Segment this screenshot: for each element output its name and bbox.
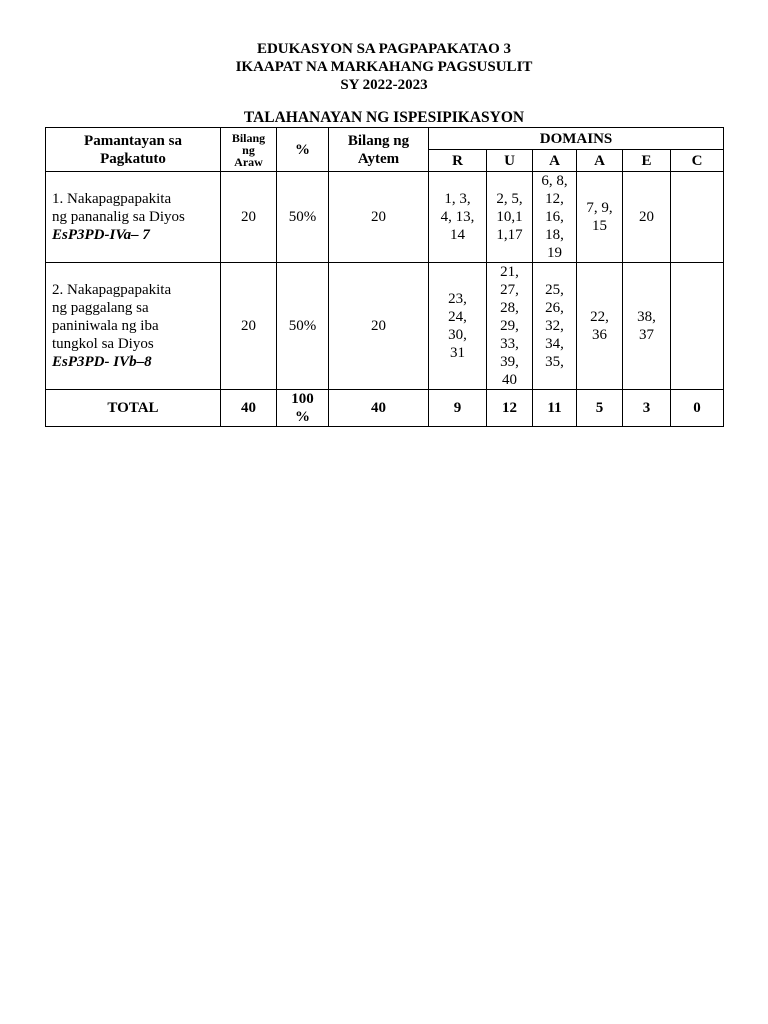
percent-cell: 50% bbox=[277, 172, 329, 263]
total-domain-a1: 11 bbox=[533, 390, 577, 427]
document-subtitle-exam: IKAAPAT NA MARKAHANG PAGSUSULIT bbox=[235, 59, 533, 75]
header-row-1 bbox=[46, 128, 724, 150]
araw-cell: 20 bbox=[221, 263, 277, 390]
domain-cell-e: 38, 37 bbox=[623, 263, 671, 390]
domain-header-e: E bbox=[623, 150, 671, 172]
total-percent: 100 % bbox=[277, 390, 329, 427]
domain-cell-r: 23, 24, 30, 31 bbox=[429, 263, 487, 390]
specification-table bbox=[45, 127, 724, 427]
total-domain-e: 3 bbox=[623, 390, 671, 427]
domain-header-u: U bbox=[487, 150, 533, 172]
competency-cell: 2. Nakapagpapakita ng paggalang sa paniniwala ng iba tungkol sa Diyos EsP3PD- IVb–8 bbox=[46, 263, 221, 390]
domain-cell-a2: 7, 9, 15 bbox=[577, 172, 623, 263]
percent-cell: 50% bbox=[277, 263, 329, 390]
header-bilang-aytem: Bilang ng Aytem bbox=[329, 128, 429, 172]
araw-cell: 20 bbox=[221, 172, 277, 263]
domain-cell-u: 2, 5, 10,1 1,17 bbox=[487, 172, 533, 263]
total-domain-a2: 5 bbox=[577, 390, 623, 427]
domain-cell-r: 1, 3, 4, 13, 14 bbox=[429, 172, 487, 263]
table-row bbox=[46, 263, 724, 390]
domain-cell-a1: 25, 26, 32, 34, 35, bbox=[533, 263, 577, 390]
school-year: SY 2022-2023 bbox=[340, 77, 428, 93]
header-pamantayan: Pamantayan sa Pagkatuto bbox=[46, 128, 221, 172]
header-percent: % bbox=[277, 128, 329, 172]
header-domains: DOMAINS bbox=[429, 128, 724, 150]
domain-header-a1: A bbox=[533, 150, 577, 172]
domain-cell-c bbox=[671, 263, 724, 390]
domain-header-c: C bbox=[671, 150, 724, 172]
document-title: EDUKASYON SA PAGPAPAKATAO 3 bbox=[256, 41, 512, 57]
domain-header-a2: A bbox=[577, 150, 623, 172]
total-domain-u: 12 bbox=[487, 390, 533, 427]
domain-header-r: R bbox=[429, 150, 487, 172]
table-title: TALAHANAYAN NG ISPESIPIKASYON bbox=[243, 109, 525, 126]
header-bilang-araw: Bilang ng Araw bbox=[221, 128, 277, 172]
total-label: TOTAL bbox=[46, 390, 221, 427]
total-domain-c: 0 bbox=[671, 390, 724, 427]
aytem-cell: 20 bbox=[329, 172, 429, 263]
domain-cell-e: 20 bbox=[623, 172, 671, 263]
table-row bbox=[46, 172, 724, 263]
domain-cell-a2: 22, 36 bbox=[577, 263, 623, 390]
total-araw: 40 bbox=[221, 390, 277, 427]
competency-cell: 1. Nakapagpapakita ng pananalig sa Diyos EsP3PD-IVa– 7 bbox=[46, 172, 221, 263]
competency-code: EsP3PD-IVa– 7 bbox=[52, 227, 150, 243]
total-row bbox=[46, 390, 724, 427]
total-domain-r: 9 bbox=[429, 390, 487, 427]
domain-cell-u: 21, 27, 28, 29, 33, 39, 40 bbox=[487, 263, 533, 390]
domain-cell-c bbox=[671, 172, 724, 263]
competency-code: EsP3PD- IVb–8 bbox=[52, 354, 152, 370]
total-aytem: 40 bbox=[329, 390, 429, 427]
aytem-cell: 20 bbox=[329, 263, 429, 390]
domain-cell-a1: 6, 8, 12, 16, 18, 19 bbox=[533, 172, 577, 263]
